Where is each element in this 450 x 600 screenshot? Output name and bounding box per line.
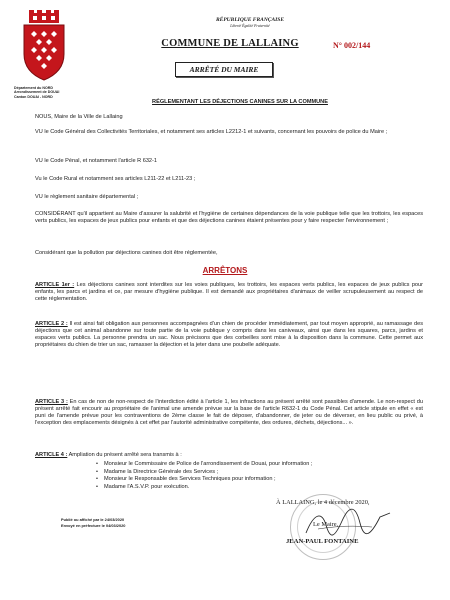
act-type-label: ARRÊTÉ DU MAIRE: [189, 65, 259, 74]
list-item: • Madame la Directrice Générale des Services ;: [96, 469, 396, 477]
coat-of-arms-logo: [20, 10, 68, 88]
footnote-line: Envoyé en préfecture le 04/03/2020: [61, 522, 126, 528]
department-block: [14, 86, 84, 99]
list-item: • Monsieur le Commissaire de Police de l'arrondissement de Douai, pour information ;: [96, 461, 396, 469]
list-item: • Monsieur le Responsable des Services Techniques pour information ;: [96, 476, 396, 484]
preamble-line: VU le règlement sanitaire départemental ;: [35, 194, 139, 200]
decision-title: ARRÊTONS: [202, 266, 248, 275]
preamble-line: NOUS, Maire de la Ville de Lallaing: [35, 114, 123, 120]
recipients-list: [96, 461, 396, 492]
article-2: [35, 321, 423, 349]
department-line: Arrondissement de DOUAI: [14, 90, 60, 95]
article-label: ARTICLE 3 :: [35, 399, 68, 405]
preamble-line: Considérant que la pollution par déjections canines doit être réglementée,: [35, 250, 218, 256]
decree-subject: RÉGLEMENTANT LES DÉJECTIONS CANINES SUR LA COMMUNE: [152, 99, 328, 105]
footnote-line: Publié ou affiché par le 24/03/2020: [61, 517, 125, 522]
article-text: Il est ainsi fait obligation aux personnes accompagnées d'un chien de procéder immédiatement, par tout moyen approprié, au ramassage des déjections que cet animal abandonne sur toute partie de la voie publique y compris dans les caniveaux, ainsi que dans les squares, parcs, jardins et espaces verts publics. La personne prendra un sac. Nous précisons que des corbeilles sont mise à la disposition dans la commune. Cette permet aux propriétaires du chien de trier un sac, ramasser la déjection et la jeter dans une poubelle adéquate.: [35, 321, 423, 349]
article-label: ARTICLE 1er :: [35, 282, 75, 288]
signature-role: Le Maire,: [313, 521, 339, 528]
article-4: [35, 452, 423, 459]
publication-note: [61, 517, 125, 528]
article-3: [35, 399, 423, 427]
list-item: • Madame l'A.S.V.P. pour exécution.: [96, 484, 396, 492]
preamble-line: CONSIDÉRANT qu'il appartient au Maire d'assurer la salubrité et l'hygiène de certaines dépendances de la voie publique telle que les trottoirs, les espaces verts publics, les espaces de jeux publics pour enfants et que des déjections canines étaient présentes pour y faire respecter l'environnement ;: [35, 211, 423, 225]
department-line: Département du NORD: [14, 86, 53, 90]
signature-place-date: À LALLAING, le 4 décembre 2020,: [276, 499, 370, 506]
department-line: Canton DOUAI - NORD: [14, 94, 53, 99]
republic-heading: RÉPUBLIQUE FRANÇAISE: [215, 17, 284, 23]
preamble-line: Vu le Code Rural et notamment ses articles L211-22 et L211-23 ;: [35, 176, 196, 182]
article-text: Ampliation du présent arrêté sera transmis à :: [68, 452, 182, 458]
article-label: ARTICLE 2 :: [35, 321, 68, 327]
signatory-name: JEAN-PAUL FONTAINE: [286, 538, 359, 545]
act-type-box: [175, 62, 273, 77]
article-text: Les déjections canines sont interdites sur les voies publiques, les trottoirs, les espaces verts publics, les espaces de jeux publics pour enfants, les parcs et jardins et ce, par mesure d'hygiène publique. Il est demandé aux propriétaires d'animaux de veiller scrupuleusement au respect de cette réglementation.: [35, 282, 424, 303]
commune-title: COMMUNE DE LALLAING: [161, 38, 299, 49]
article-text: En cas de non de non-respect de l'interdiction édité à l'article 1, les infractions au présent arrêté sont passibles d'amende. Le non-respect du présent arrêté fait encourir au propriétaire de l'animal une amende prévue sur la base de l'article R632-1 du Code Pénal. Cet article stipule en effet « est puni de l'amende prévue pour les contraventions de 2ème classe le fait de déposer, d'abandonner, de jeter ou de déverser, en lieu public ou privé, à l'exception des emplacements désignés à cet effet par l'autorité administrative compétente, des ordures, déchets, déjections... ».: [35, 399, 423, 427]
republic-motto: Liberté Égalité Fraternité: [230, 24, 270, 28]
preamble-line: VU le Code Pénal, et notamment l'article R 632-1: [35, 158, 158, 164]
article-1: [35, 282, 423, 303]
preamble-line: VU le Code Général des Collectivités Territoriales, et notamment ses articles L2212-1 et suivants, concernant les pouvoirs de police du Maire ;: [35, 129, 388, 135]
decree-number: N° 002/144: [333, 41, 371, 50]
article-label: ARTICLE 4 :: [35, 452, 68, 458]
